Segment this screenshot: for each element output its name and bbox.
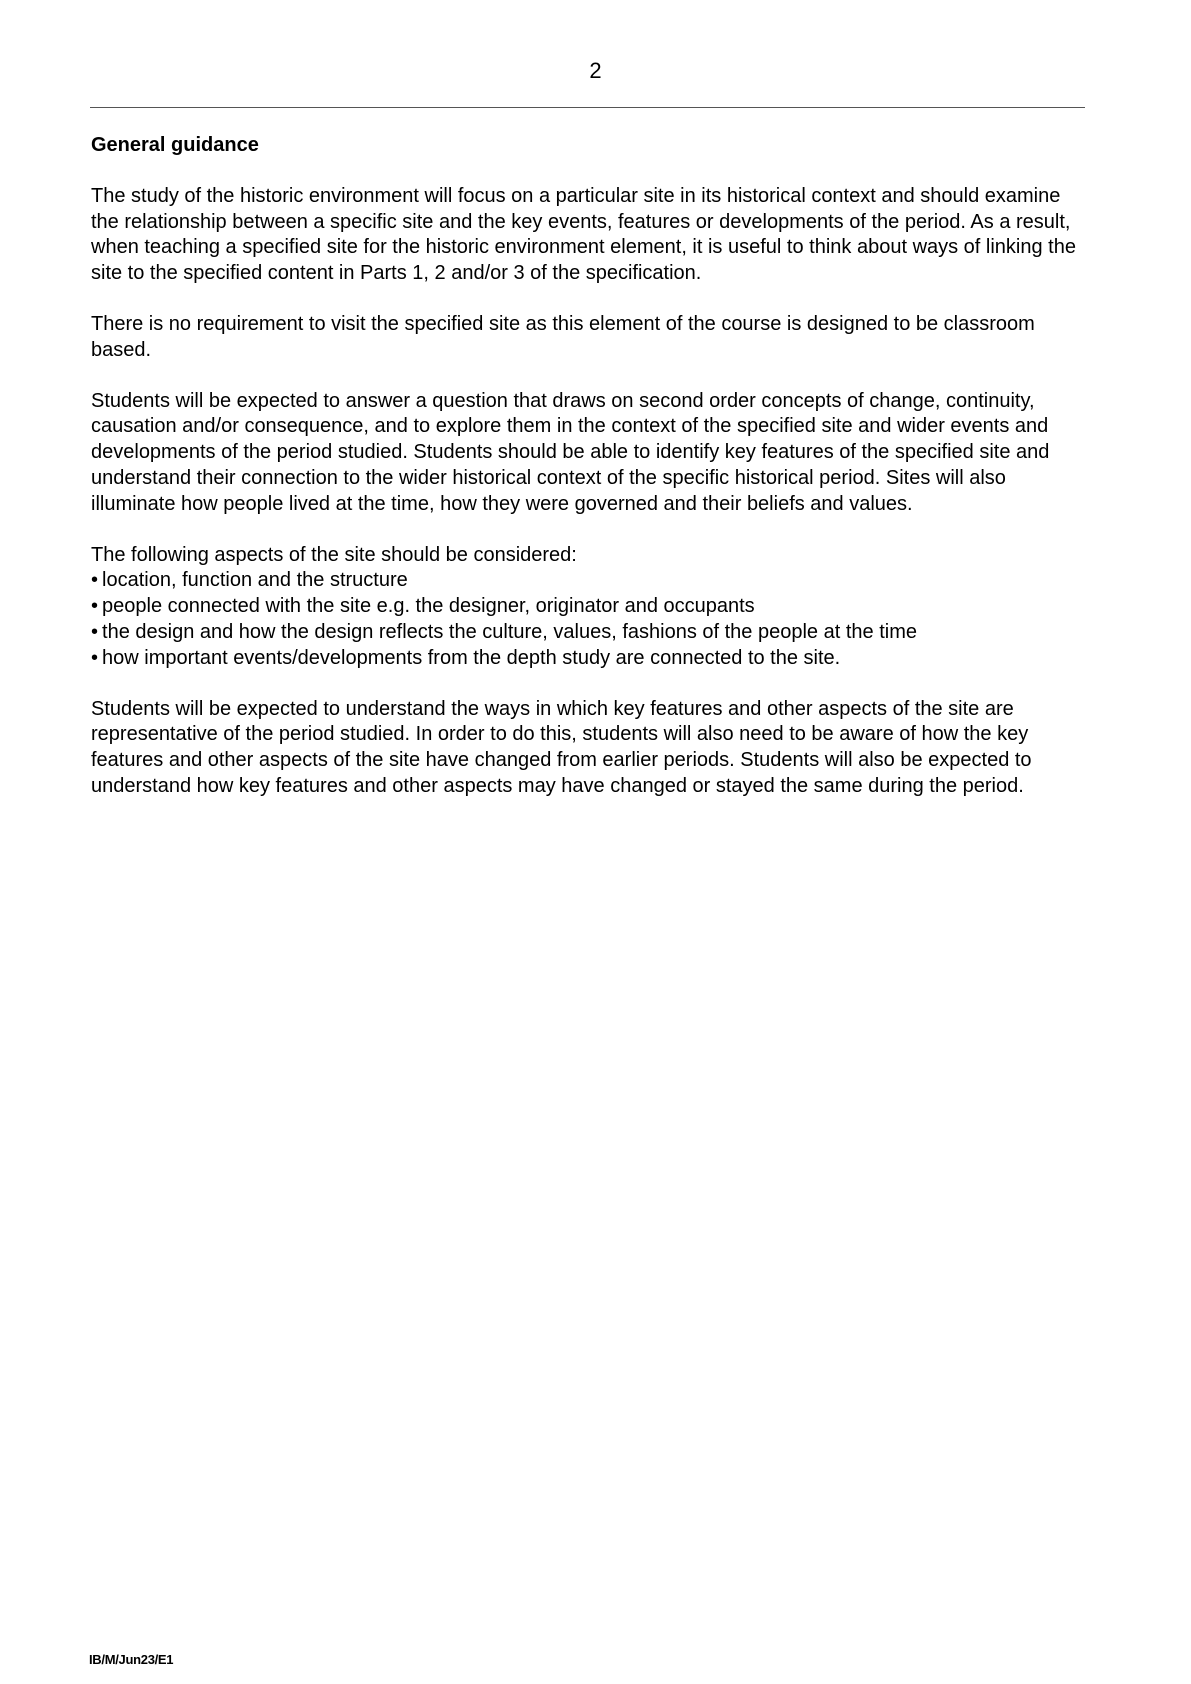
list-item bbox=[91, 568, 1091, 594]
bullet-icon: • bbox=[91, 595, 99, 618]
aspects-list bbox=[91, 568, 1091, 671]
list-item bbox=[91, 620, 1091, 646]
bullet-icon: • bbox=[91, 620, 99, 643]
section-heading: General guidance bbox=[91, 134, 259, 156]
bullet-icon: • bbox=[91, 569, 99, 592]
header-divider bbox=[90, 107, 1085, 108]
paragraph-closing: Students will be expected to understand the ways in which key features and other aspects of the site are representative of the period studied. In order to do this, students will also need to be aware of how the key features and other aspects of the site have changed from earlier periods. Students will also be expected to understand how key features and other aspects may have changed or stayed the same during the period. bbox=[91, 697, 1032, 797]
list-item-text: location, function and the structure bbox=[102, 569, 408, 592]
bullet-icon: • bbox=[91, 646, 99, 669]
list-item-text: people connected with the site e.g. the designer, originator and occupants bbox=[102, 595, 755, 618]
list-item-text: the design and how the design reflects the culture, values, fashions of the people at the time bbox=[102, 620, 917, 643]
page-number: 2 bbox=[589, 58, 602, 83]
list-item-text: how important events/developments from the depth study are connected to the site. bbox=[102, 646, 841, 669]
paragraph-student-expectations: Students will be expected to answer a question that draws on second order concepts of change, continuity, causation and/or consequence, and to explore them in the context of the specified site and wider events and developments of the period studied. Students should be able to identify key features of the specified site and understand their connection to the wider historical context of the specific historical period. Sites will also illuminate how people lived at the time, how they were governed and their beliefs and values. bbox=[91, 389, 1050, 515]
paragraph-site-visit: There is no requirement to visit the specified site as this element of the course is designed to be classroom based. bbox=[91, 312, 1035, 361]
footer-reference-code: IB/M/Jun23/E1 bbox=[89, 1652, 174, 1667]
paragraph-historic-environment: The study of the historic environment will focus on a particular site in its historical context and should examine the relationship between a specific site and the key events, features or developments of the period. As a result, when teaching a specified site for the historic environment element, it is useful to think about ways of linking the site to the specified content in Parts 1, 2 and/or 3 of the specification. bbox=[91, 184, 1076, 285]
list-item bbox=[91, 594, 1091, 620]
list-item bbox=[91, 646, 1091, 672]
document-body bbox=[91, 133, 1091, 825]
aspects-intro: The following aspects of the site should be considered: bbox=[91, 543, 577, 566]
